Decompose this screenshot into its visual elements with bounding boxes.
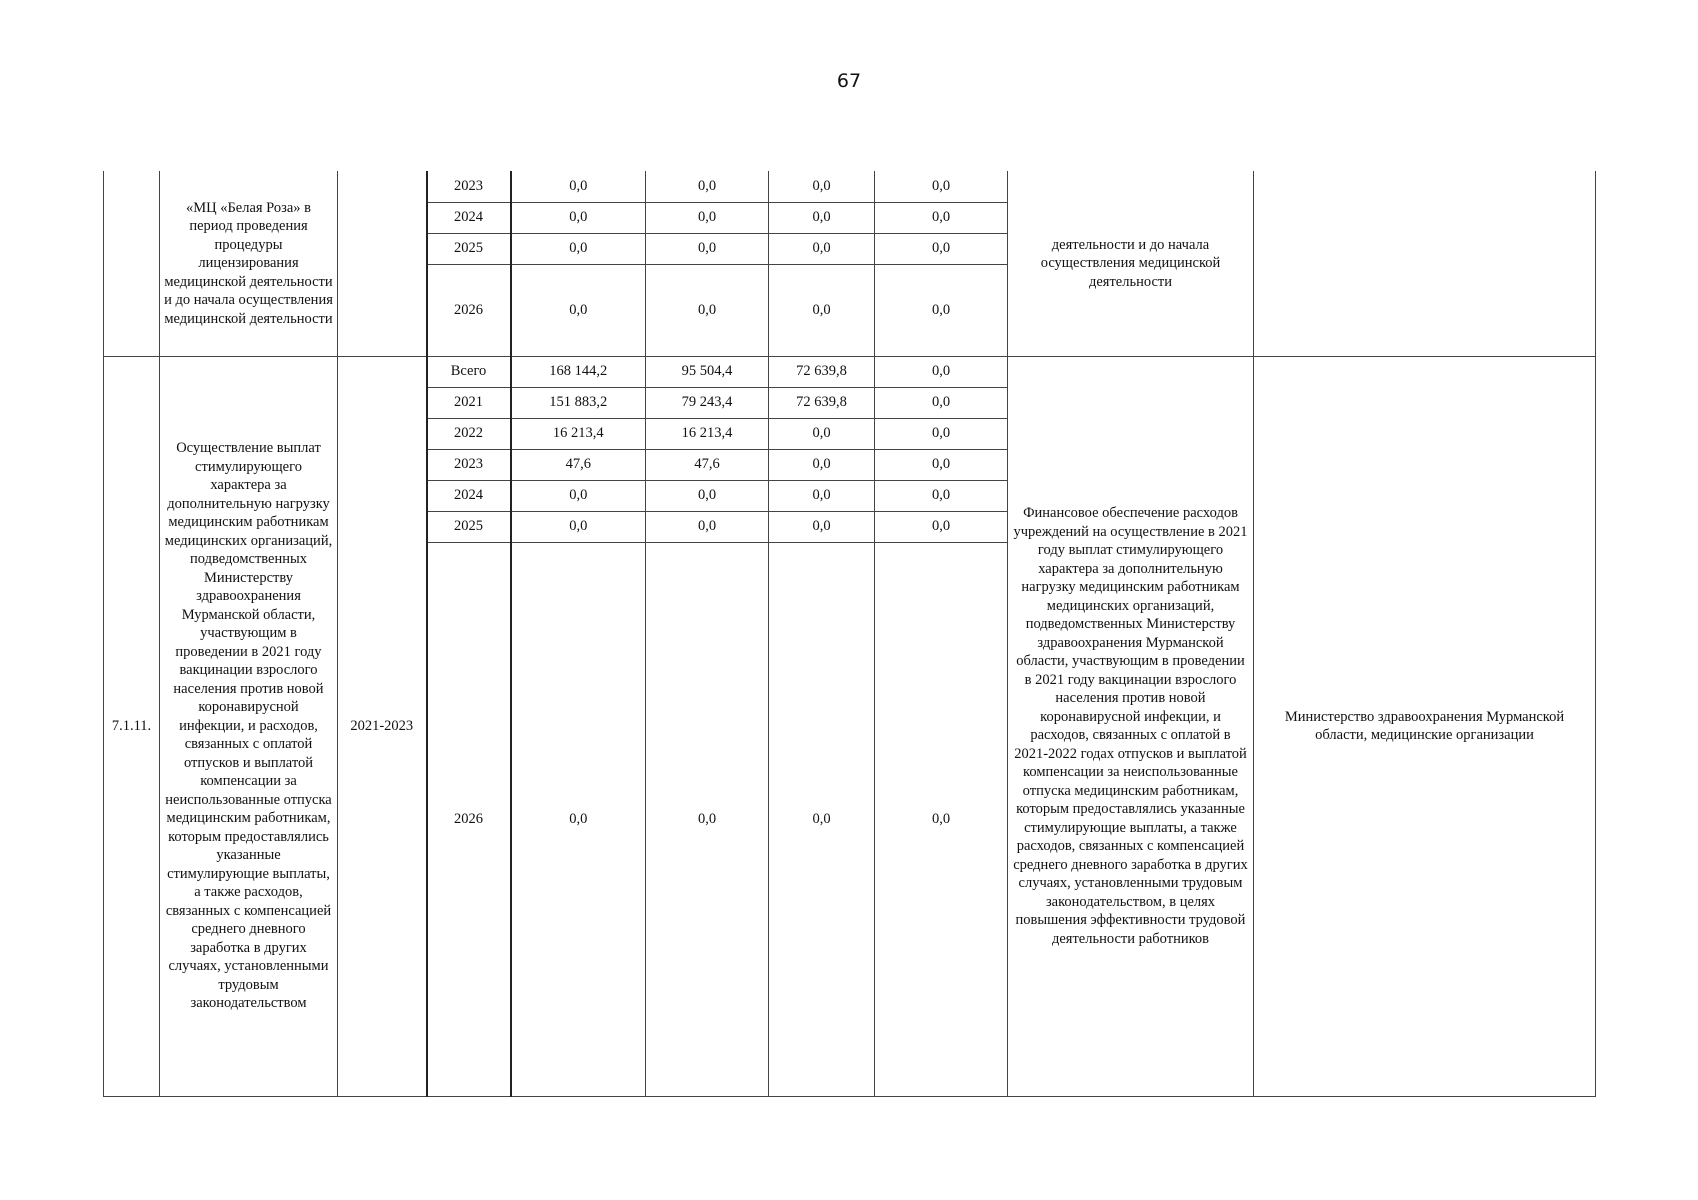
activity-name: Осуществление выплат стимулирующего характера за дополнительную нагрузку медицинским работникам медицинских организаций, подведомственных Министерству здравоохранения Мурманской области, участвующим в проведении в 2021 году вакцинации взрослого населения против новой коронавирусной инфекции, и расходов, связанных с оплатой отпусков и выплатой компенсации за неиспользованные отпуска медицинским работникам, которым предоставлялись указанные стимулирующие выплаты, а также расходов, связанных с компенсацией среднего дневного заработка в других случаях, установленными трудовым законодательством [164,440,333,1012]
executor: Министерство здравоохранения Мурманской области, медицинские организации [1284,708,1565,743]
page-number: 67 [836,70,862,92]
table-row [104,171,1596,202]
source-3-cell: 0,0 [875,387,1008,418]
year-cell: Всего [427,356,511,387]
source-3-cell: 0,0 [875,233,1008,264]
result-cell [1008,356,1254,1096]
source-1-cell: 0,0 [646,171,769,202]
source-1-cell: 0,0 [646,511,769,542]
source-2-cell: 72 639,8 [769,387,875,418]
total-cell: 0,0 [511,480,646,511]
total-cell: 0,0 [511,171,646,202]
source-1-cell: 0,0 [646,233,769,264]
source-3-cell: 0,0 [875,542,1008,1096]
executor-cell [1254,356,1596,1096]
period-cell [338,171,427,356]
source-3-cell: 0,0 [875,264,1008,356]
source-3-cell: 0,0 [875,418,1008,449]
year-cell: 2024 [427,480,511,511]
year-cell: 2022 [427,418,511,449]
source-1-cell: 95 504,4 [646,356,769,387]
source-1-cell: 0,0 [646,542,769,1096]
program-table [103,171,1596,1097]
source-2-cell: 72 639,8 [769,356,875,387]
total-cell: 16 213,4 [511,418,646,449]
table-row [104,356,1596,387]
source-3-cell: 0,0 [875,511,1008,542]
total-cell: 168 144,2 [511,356,646,387]
source-3-cell: 0,0 [875,356,1008,387]
period-cell: 2021-2023 [338,356,427,1096]
source-2-cell: 0,0 [769,233,875,264]
total-cell: 0,0 [511,202,646,233]
year-cell: 2023 [427,171,511,202]
result-cell [1008,171,1254,356]
expected-result: деятельности и до начала осуществления медицинской деятельности [1040,236,1221,290]
source-2-cell: 0,0 [769,418,875,449]
source-1-cell: 0,0 [646,202,769,233]
activity-name: «МЦ «Белая Роза» в период проведения процедуры лицензирования медицинской деятельности и до начала осуществления медицинской деятельности [164,199,333,327]
year-cell: 2026 [427,542,511,1096]
year-cell: 2025 [427,511,511,542]
source-2-cell: 0,0 [769,480,875,511]
total-cell: 47,6 [511,449,646,480]
row-number-cell: 7.1.11. [104,356,160,1096]
total-cell: 0,0 [511,511,646,542]
source-1-cell: 0,0 [646,264,769,356]
source-2-cell: 0,0 [769,264,875,356]
source-3-cell: 0,0 [875,202,1008,233]
executor-cell [1254,171,1596,356]
source-3-cell: 0,0 [875,171,1008,202]
total-cell: 151 883,2 [511,387,646,418]
year-cell: 2026 [427,264,511,356]
source-2-cell: 0,0 [769,202,875,233]
source-2-cell: 0,0 [769,542,875,1096]
year-cell: 2023 [427,449,511,480]
total-cell: 0,0 [511,542,646,1096]
row-number-cell [104,171,160,356]
source-2-cell: 0,0 [769,449,875,480]
source-3-cell: 0,0 [875,449,1008,480]
source-1-cell: 79 243,4 [646,387,769,418]
source-2-cell: 0,0 [769,511,875,542]
year-cell: 2024 [427,202,511,233]
source-2-cell: 0,0 [769,171,875,202]
year-cell: 2025 [427,233,511,264]
activity-name-cell [160,356,338,1096]
expected-result: Финансовое обеспечение расходов учреждений на осуществление в 2021 году выплат стимулирующего характера за дополнительную нагрузку медицинским работникам медицинских организаций, подведомственных Министерству здравоохранения Мурманской области, участвующим в проведении в 2021 году вакцинации взрослого населения против новой коронавирусной инфекции, и расходов, связанных с оплатой в 2021-2022 годах отпусков и выплатой компенсации за неиспользованные отпуска медицинским работникам, которым предоставлялись указанные стимулирующие выплаты, а также расходов, связанных с компенсацией среднего дневного заработка в других случаях, установленными трудовым законодательством, в целях повышения эффективности трудовой деятельности работников [1013,505,1248,947]
source-1-cell: 16 213,4 [646,418,769,449]
source-1-cell: 47,6 [646,449,769,480]
year-cell: 2021 [427,387,511,418]
source-1-cell: 0,0 [646,480,769,511]
total-cell: 0,0 [511,233,646,264]
activity-name-cell [160,171,338,356]
total-cell: 0,0 [511,264,646,356]
source-3-cell: 0,0 [875,480,1008,511]
